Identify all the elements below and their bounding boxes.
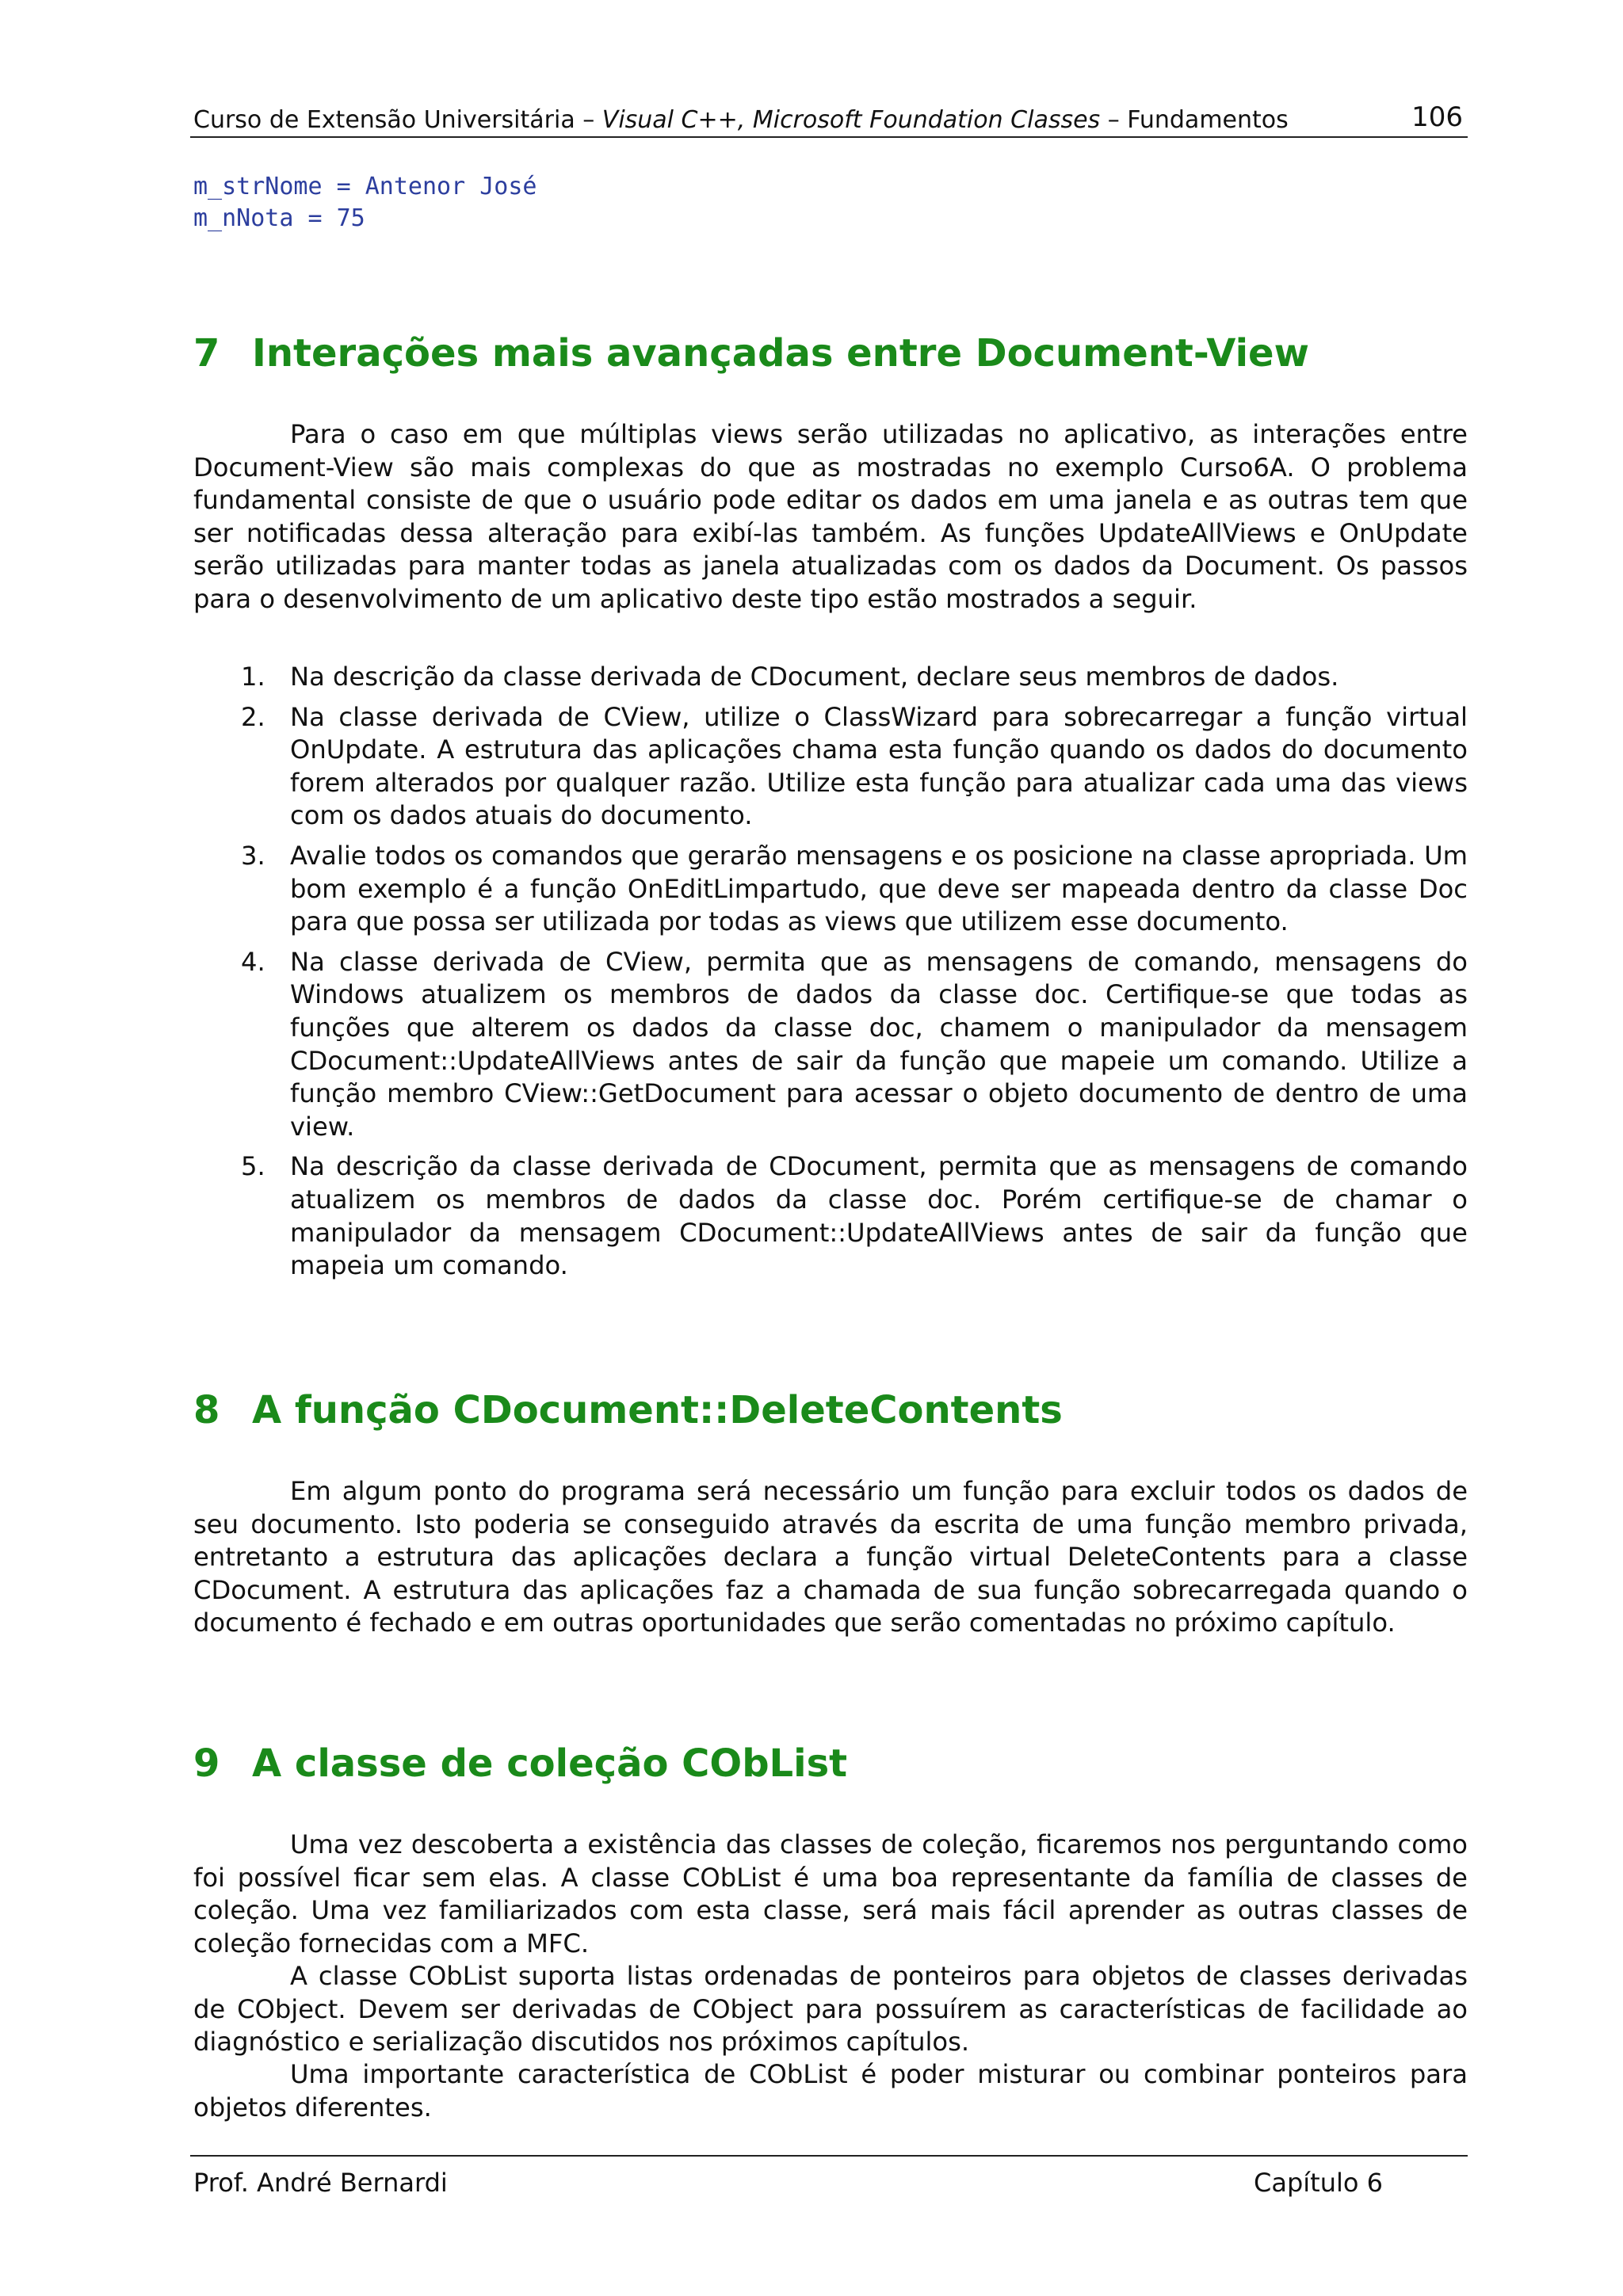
- section-heading-8: 8 A função CDocument::DeleteContents: [193, 1388, 1063, 1432]
- list-item: 1. Na descrição da classe derivada de CDocument, declare seus membros de dados.: [241, 662, 1339, 692]
- steps-list: [193, 661, 1468, 1290]
- page-number: 106: [1411, 101, 1463, 133]
- course-title: Curso de Extensão Universitária – Visual C++, Microsoft Foundation Classes – Fundamentos: [193, 106, 1289, 134]
- list-item: 2. Na classe derivada de CView, utilize o ClassWizard para sobrecarregar a função virtual OnUpdate. A estrutura das aplicações chama esta função quando os dados do documento forem alterados por qualquer razão. Utilize esta função para atualizar cada uma das views com os dados atuais do documento.: [241, 701, 1468, 831]
- section-8-paragraph: Em algum ponto do programa será necessário um função para excluir todos os dados de seu documento. Isto poderia se conseguido através da escrita de uma função membro privada, entretanto a estrutura das aplicações declara a função virtual DeleteContents para a classe CDocument. A estrutura das aplicações faz a chamada de sua função sobrecarregada quando o documento é fechado e em outras oportunidades que serão comentadas no próximo capítulo.: [193, 1476, 1468, 1638]
- author: Prof. André Bernardi: [193, 2168, 448, 2198]
- page-footer: [190, 2155, 1468, 2198]
- list-item: 4. Na classe derivada de CView, permita que as mensagens de comando, mensagens do Windows atualizem os membros de dados da classe doc. Certifique-se que todas as funções que alterem os dados da classe doc, chamem o manipulador da mensagem CDocument::UpdateAllViews antes de sair da função que mapeie um comando. Utilize a função membro CView::GetDocument para acessar o objeto documento de dentro de uma view.: [241, 946, 1468, 1142]
- code-line: m_nNota = 75: [193, 204, 365, 232]
- list-item: 3. Avalie todos os comandos que gerarão mensagens e os posicione na classe apropriada. Um bom exemplo é a função OnEditLimpartudo, que deve ser mapeada dentro da classe Doc para que possa ser utilizada por todas as views que utilizem esse documento.: [241, 840, 1468, 937]
- section-heading-7: 7 Interações mais avançadas entre Document-View: [193, 331, 1309, 376]
- section-7-paragraph: Para o caso em que múltiplas views serão utilizadas no aplicativo, as interações entre Document-View são mais complexas do que as mostradas no exemplo Curso6A. O problema fundamental consiste de que o usuário pode editar os dados em uma janela e as outras tem que ser notificadas dessa alteração para exibí-las também. As funções UpdateAllViews e OnUpdate serão utilizadas para manter todas as janela atualizadas com os dados da Document. Os passos para o desenvolvimento de um aplicativo deste tipo estão mostrados a seguir.: [193, 419, 1468, 614]
- chapter-label: Capítulo 6: [1254, 2168, 1383, 2198]
- section-heading-9: 9 A classe de coleção CObList: [193, 1741, 848, 1786]
- section-9-paragraph: Uma vez descoberta a existência das classes de coleção, ficaremos nos perguntando como foi possível ficar sem elas. A classe CObList é uma boa representante da família de classes de coleção. Uma vez familiarizados com esta classe, será mais fácil aprender as outras classes de coleção fornecidas com a MFC.: [193, 1829, 1468, 1958]
- list-item: 5. Na descrição da classe derivada de CDocument, permita que as mensagens de comando atualizem os membros de dados da classe doc. Porém certifique-se de chamar o manipulador da mensagem CDocument::UpdateAllViews antes de sair da função que mapeia um comando.: [241, 1151, 1468, 1281]
- code-line: m_strNome = Antenor José: [193, 173, 537, 200]
- page-header: [190, 98, 1468, 138]
- code-block: [193, 171, 537, 235]
- section-9-paragraph: A classe CObList suporta listas ordenadas de ponteiros para objetos de classes derivadas de CObject. Devem ser derivadas de CObject para possuírem as características de facilidade ao diagnóstico e serialização discutidos nos próximos capítulos.: [193, 1961, 1468, 2058]
- section-9-paragraph: Uma importante característica de CObList é poder misturar ou combinar ponteiros para objetos diferentes.: [193, 2059, 1468, 2122]
